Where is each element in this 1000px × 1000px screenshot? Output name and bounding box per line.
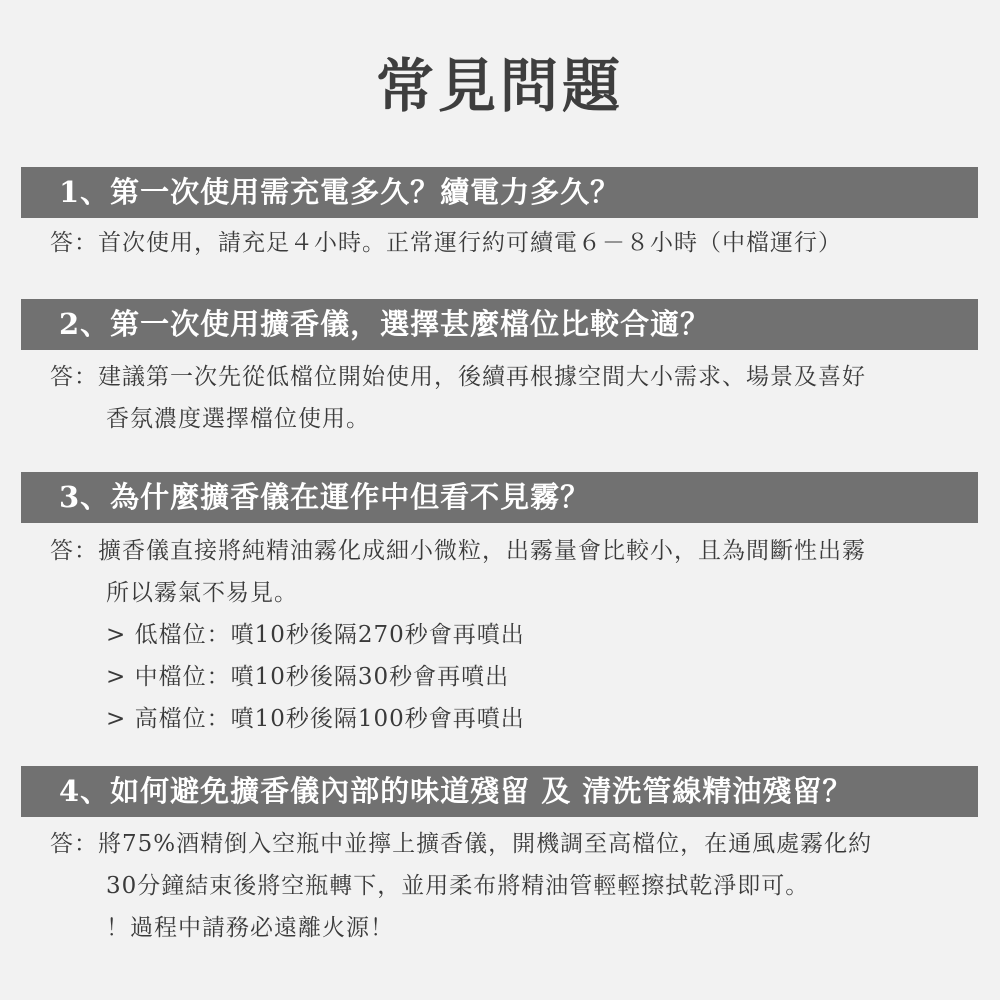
faq-answer-4 [50, 823, 970, 949]
faq-question-3: 3、為什麼擴香儀在運作中但看不見霧？ [21, 472, 978, 523]
faq-answer-2-line-1: 答：建議第一次先從低檔位開始使用，後續再根據空間大小需求、場景及喜好 [50, 364, 866, 390]
faq-answer-4-line-3: ！過程中請務必遠離火源！ [106, 915, 394, 941]
faq-answer-4-line-1: 答：將75%酒精倒入空瓶中並擰上擴香儀，開機調至高檔位，在通風處霧化約 [50, 831, 873, 857]
page-title: 常見問題 [375, 52, 624, 120]
faq-answer-3-line-1: 答：擴香儀直接將純精油霧化成細小微粒，出霧量會比較小，且為間斷性出霧 [50, 538, 866, 564]
faq-question-1: 1、第一次使用需充電多久？續電力多久？ [21, 167, 978, 218]
faq-question-4: 4、如何避免擴香儀內部的味道殘留 及 清洗管線精油殘留？ [21, 766, 978, 817]
faq-answer-3-line-3: > 低檔位：噴10秒後隔270秒會再噴出 [106, 622, 525, 648]
faq-question-2: 2、第一次使用擴香儀，選擇甚麼檔位比較合適？ [21, 299, 978, 350]
faq-answer-1-line-1: 答：首次使用，請充足４小時。正常運行約可續電６－８小時（中檔運行） [50, 230, 842, 256]
faq-answer-3 [50, 530, 970, 740]
faq-answer-2-line-2: 香氛濃度選擇檔位使用。 [106, 406, 370, 432]
faq-answer-3-line-2: 所以霧氣不易見。 [106, 580, 298, 606]
faq-answer-1 [50, 222, 970, 264]
faq-answer-4-line-2: 30分鐘結束後將空瓶轉下，並用柔布將精油管輕輕擦拭乾淨即可。 [106, 873, 810, 899]
faq-answer-3-line-4: > 中檔位：噴10秒後隔30秒會再噴出 [106, 664, 510, 690]
faq-answer-2 [50, 356, 970, 440]
faq-answer-3-line-5: > 高檔位：噴10秒後隔100秒會再噴出 [106, 706, 525, 732]
